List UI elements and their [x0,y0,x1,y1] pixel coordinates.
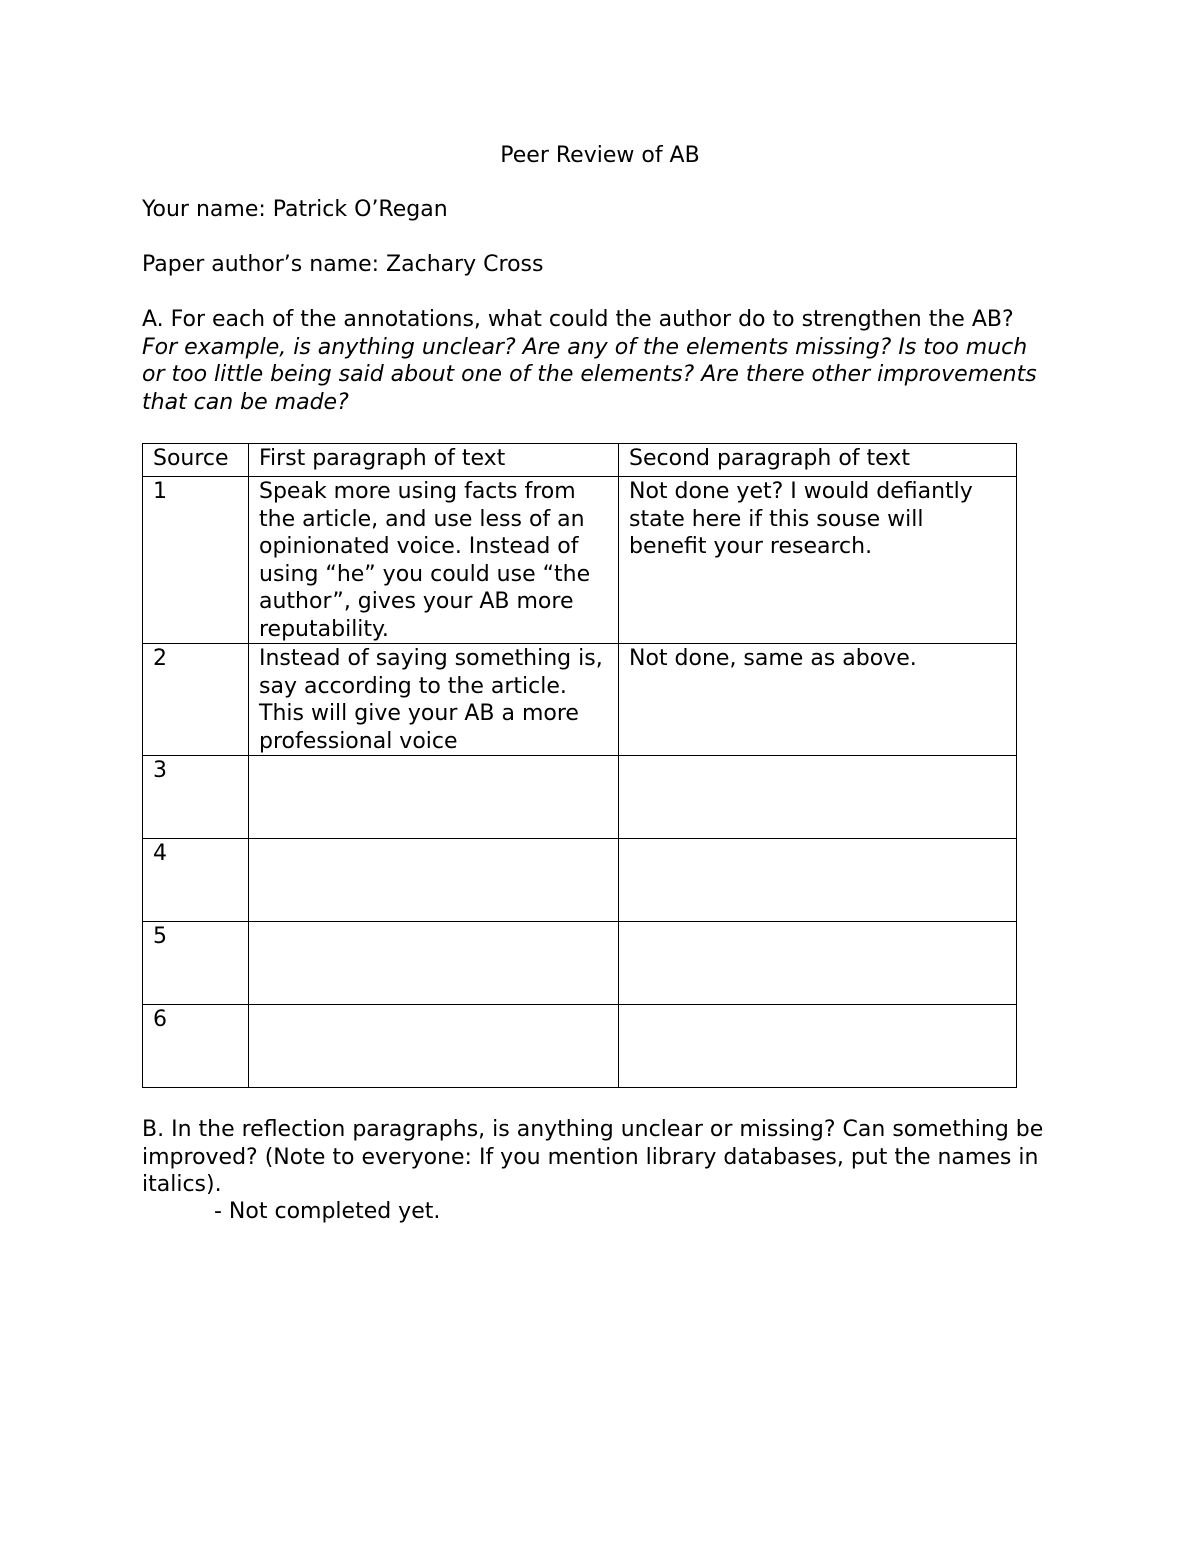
header-second-paragraph: Second paragraph of text [619,444,1017,477]
first-paragraph-comment [249,922,619,1005]
second-paragraph-comment [619,839,1017,922]
first-paragraph-comment [249,839,619,922]
section-b-answer: - Not completed yet. [214,1199,441,1224]
annotation-review-table [142,443,1017,1088]
source-number: 6 [143,1005,249,1088]
source-number: 5 [143,922,249,1005]
table-row [143,644,1017,756]
header-source: Source [143,444,249,477]
second-paragraph-comment: Not done yet? I would defiantly state here if this souse will benefit your research. [619,477,1017,644]
source-number: 4 [143,839,249,922]
first-paragraph-comment: Instead of saying something is, say according to the article. This will give your AB a more professional voice [249,644,619,756]
reviewer-name: Your name: Patrick O’Regan [142,197,448,222]
table-row [143,756,1017,839]
first-paragraph-comment [249,756,619,839]
source-number: 3 [143,756,249,839]
second-paragraph-comment [619,1005,1017,1088]
table-row [143,1005,1017,1088]
paper-author-name: Paper author’s name: Zachary Cross [142,252,544,277]
header-first-paragraph: First paragraph of text [249,444,619,477]
section-a-hint: For example, is anything unclear? Are any of the elements missing? Is too much or too little being said about one of the elements? Are there other improvements that can be made? [142,334,1037,415]
source-number: 1 [143,477,249,644]
table-row [143,922,1017,1005]
second-paragraph-comment: Not done, same as above. [619,644,1017,756]
section-a-question: A. For each of the annotations, what could the author do to strengthen the AB? [142,307,1014,332]
first-paragraph-comment: Speak more using facts from the article, and use less of an opinionated voice. Instead of using “he” you could use “the author”, gives your AB more reputability. [249,477,619,644]
first-paragraph-comment [249,1005,619,1088]
section-b-question: B. In the reflection paragraphs, is anything unclear or missing? Can something be improved? (Note to everyone: If you mention library databases, put the names in italics). [142,1117,1044,1197]
second-paragraph-comment [619,922,1017,1005]
table-row [143,477,1017,644]
second-paragraph-comment [619,756,1017,839]
table-row [143,839,1017,922]
table-header-row [143,444,1017,477]
page-title: Peer Review of AB [500,143,700,168]
section-a-prompt [142,306,1047,416]
source-number: 2 [143,644,249,756]
